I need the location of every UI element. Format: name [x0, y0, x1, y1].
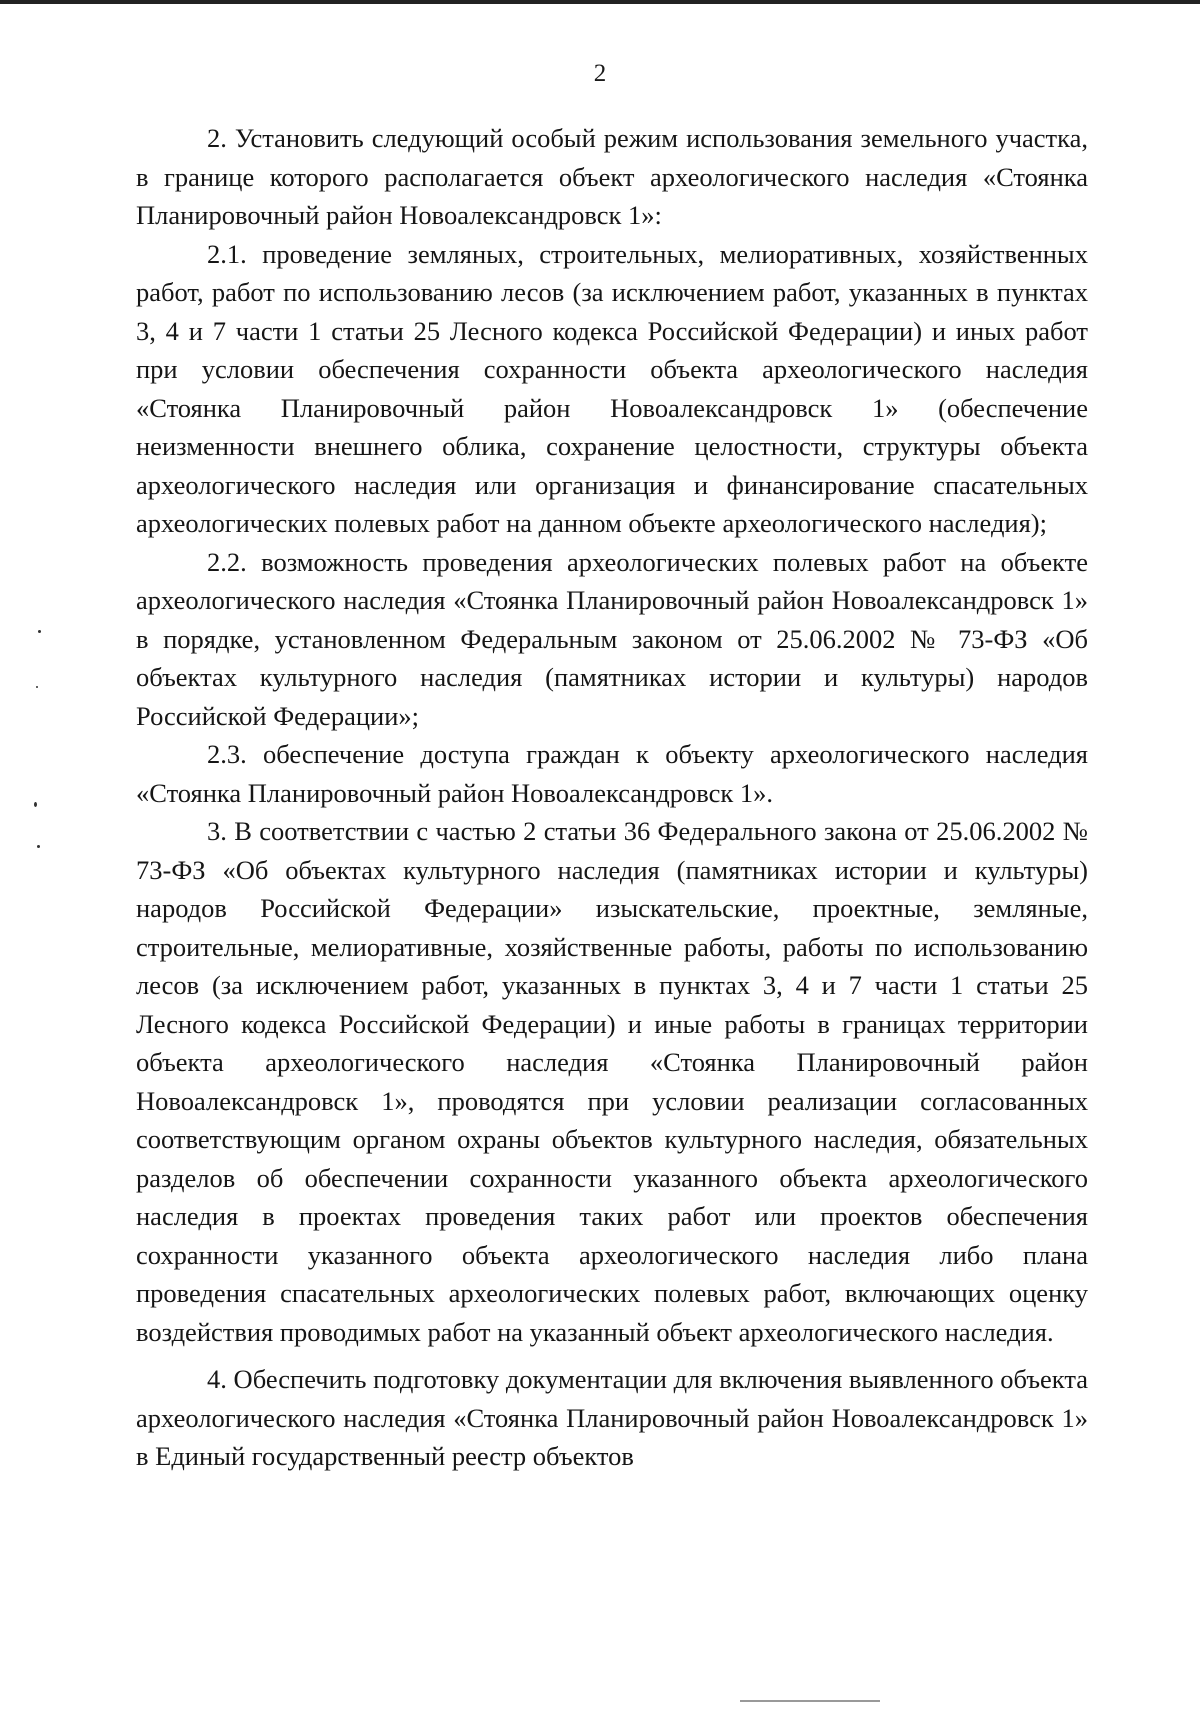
scan-speck: [37, 845, 40, 848]
paragraph-2: 2. Установить следующий особый режим использования земельного участка, в границе которого располагается объект археологического наследия «Стоянка Планировочный район Новоалександровск 1»:: [136, 123, 1088, 230]
document-body: [136, 119, 1088, 1476]
top-edge-line: [0, 0, 1200, 4]
paragraph-3: 3. В соответствии с частью 2 статьи 36 Федерального закона от 25.06.2002 № 73-ФЗ «Об объектах культурного наследия (памятниках истории и культуры) народов Российской Федерации» изыскательские, проектные, земляные, строительные, мелиоративные, хозяйственные работы, работы по использованию лесов (за исключением работ, указанных в пунктах 3, 4 и 7 части 1 статьи 25 Лесного кодекса Российской Федерации) и иные работы в границах территории объекта археологического наследия «Стоянка Планировочный район Новоалександровск 1», проводятся при условии реализации согласованных соответствующим органом охраны объектов культурного наследия, обязательных разделов об обеспечении сохранности указанного объекта археологического наследия в проектах проведения таких работ или проектов обеспечения сохранности указанного объекта археологического наследия либо плана проведения спасательных археологических полевых работ, включающих оценку воздействия проводимых работ на указанный объект археологического наследия.: [136, 816, 1088, 1347]
paragraph-2-2: 2.2. возможность проведения археологических полевых работ на объекте археологического наследия «Стоянка Планировочный район Новоалександровск 1» в порядке, установленном Федеральным законом от 25.06.2002 № 73-ФЗ «Об объектах культурного наследия (памятниках истории и культуры) народов Российской Федерации»;: [136, 546, 1088, 731]
scan-speck: [34, 802, 37, 807]
scan-speck: [36, 686, 38, 688]
page-number: 2: [593, 60, 607, 87]
paragraph-2-1: 2.1. проведение земляных, строительных, мелиоративных, хозяйственных работ, работ по использованию лесов (за исключением работ, указанных в пунктах 3, 4 и 7 части 1 статьи 25 Лесного кодекса Российской Федерации) и иных работ при условии обеспечения сохранности объекта археологического наследия «Стоянка Планировочный район Новоалександровск 1» (обеспечение неизменности внешнего облика, сохранение целостности, структуры объекта археологического наследия или организация и финансирование спасательных археологических полевых работ на данном объекте археологического наследия);: [136, 238, 1088, 538]
paragraph-4: 4. Обеспечить подготовку документации для включения выявленного объекта археологического наследия «Стоянка Планировочный район Новоалександровск 1» в Единый государственный реестр объектов: [136, 1364, 1088, 1471]
bottom-scan-mark: [740, 1700, 880, 1702]
scan-speck: [38, 630, 41, 633]
paragraph-2-3: 2.3. обеспечение доступа граждан к объекту археологического наследия «Стоянка Планировочный район Новоалександровск 1».: [136, 739, 1088, 808]
